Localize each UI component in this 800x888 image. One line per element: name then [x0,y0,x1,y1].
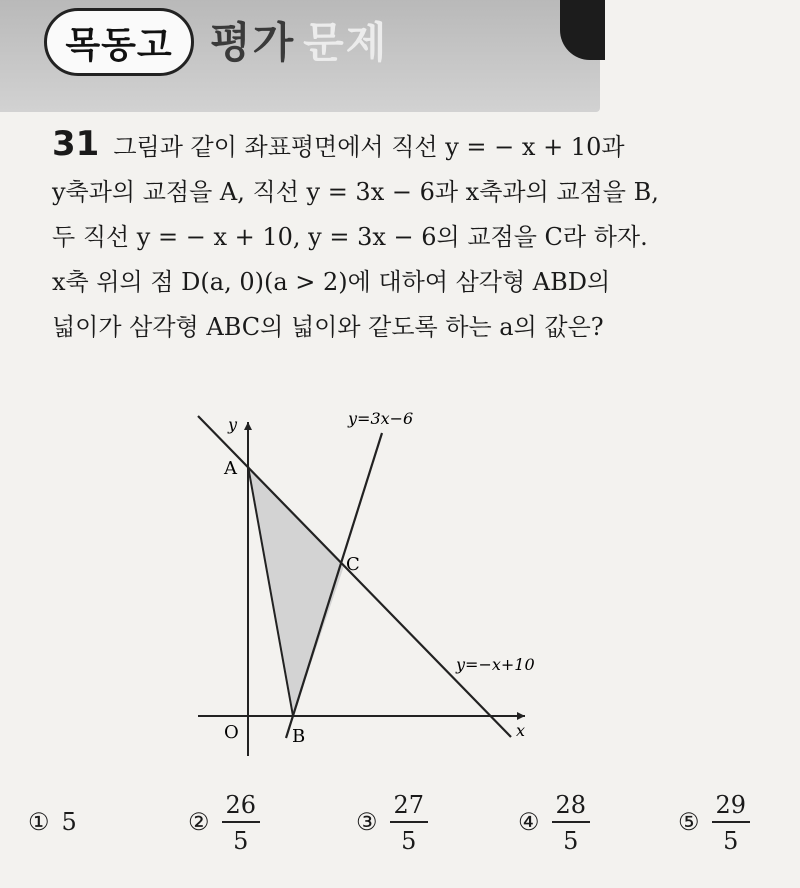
x-axis-label: x [516,721,526,740]
line-2-label: y=−x+10 [456,655,535,674]
point-b-label: B [292,726,306,747]
problem-line-3: 두 직선 y = − x + 10, y = 3x − 6의 교점을 C라 하자. [52,223,648,251]
answer-choices [28,782,788,862]
choice-2-fraction [222,791,261,853]
y-axis-label: y [228,415,238,434]
school-badge [44,8,194,76]
coordinate-figure [180,400,600,770]
origin-label: O [224,722,239,743]
choice-4-mark: ④ [518,808,540,836]
choice-3-mark: ③ [356,808,378,836]
choice-1[interactable] [28,782,77,862]
point-a-label: A [224,458,237,479]
problem-line-1 [52,122,792,170]
problem-statement [52,122,792,350]
triangle-abc [248,466,344,716]
school-name: 목동고 [65,24,173,66]
choice-3-fraction [390,791,429,853]
problem-text: 그림과 같이 좌표평면에서 직선 y = − x + 10과 [113,133,625,161]
choice-5-fraction [712,791,751,853]
choice-2-mark: ② [188,808,210,836]
choice-5-mark: ⑤ [678,808,700,836]
choice-5-denominator: 5 [723,827,739,855]
choice-1-value: 5 [61,808,77,836]
x-axis-arrow [517,712,525,720]
choice-2-denominator: 5 [233,827,249,855]
choice-4-numerator: 28 [555,791,587,819]
problem-line-5: 넓이가 삼각형 ABC의 넓이와 같도록 하는 a의 값은? [52,313,604,341]
section-title-main: 평가 [210,18,296,67]
choice-2[interactable] [188,782,260,862]
choice-1-mark: ① [28,808,50,836]
choice-3-numerator: 27 [393,791,425,819]
question-number: 31 [52,124,100,164]
line-1-label: y=3x−6 [348,409,414,428]
choice-5[interactable] [678,782,750,862]
choice-4-denominator: 5 [563,827,579,855]
choice-5-numerator: 29 [715,791,747,819]
y-axis-arrow [244,422,252,430]
choice-3[interactable] [356,782,428,862]
choice-4[interactable] [518,782,590,862]
section-title [210,10,388,70]
choice-2-numerator: 26 [225,791,257,819]
line-y-neg-x-plus-10 [198,416,511,737]
section-title-faded: 문제 [303,18,389,67]
problem-line-4: x축 위의 점 D(a, 0)(a > 2)에 대하여 삼각형 ABD의 [52,268,611,296]
choice-3-denominator: 5 [401,827,417,855]
problem-line-2: y축과의 교점을 A, 직선 y = 3x − 6과 x축과의 교점을 B, [52,178,659,206]
point-c-label: C [346,554,360,575]
choice-4-fraction [552,791,591,853]
